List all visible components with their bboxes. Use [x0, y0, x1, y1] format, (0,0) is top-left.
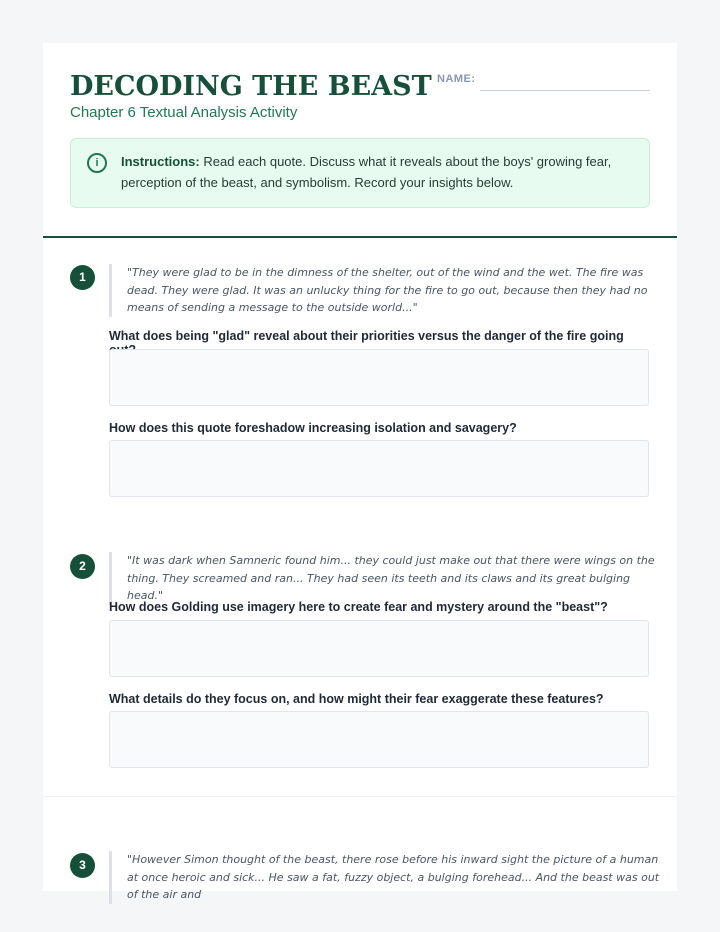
page-subtitle: Chapter 6 Textual Analysis Activity — [70, 104, 298, 121]
info-icon: i — [87, 153, 107, 173]
quote-block: "They were glad to be in the dimness of the shelter, out of the wind and the wet. The fire was dead. They were glad. It was an unlucky thing for the fire to go out, because then they had no means of sending a message to the outside world..." — [109, 264, 667, 317]
worksheet-page — [43, 43, 677, 901]
answer-box[interactable] — [109, 349, 649, 406]
answer-box[interactable] — [109, 711, 649, 768]
question-label: What details do they focus on, and how might their fear exaggerate these features? — [109, 692, 604, 706]
question-label: How does this quote foreshadow increasing isolation and savagery? — [109, 421, 517, 435]
quote-block: "It was dark when Samneric found him... they could just make out that there were wings on the thing. They screamed and ran... They had seen its teeth and its claws and its great bulging head." — [109, 552, 667, 605]
question-label: What does being "glad" reveal about their priorities versus the danger of the fire going — [109, 329, 624, 343]
section-number-badge: 1 — [70, 265, 95, 290]
instructions-box — [70, 138, 650, 208]
section-number-badge: 3 — [70, 853, 95, 878]
header-divider — [43, 236, 677, 238]
answer-box[interactable] — [109, 620, 649, 677]
page-title: DECODING THE BEAST — [70, 71, 432, 102]
name-field[interactable] — [480, 90, 650, 91]
section-number-badge: 2 — [70, 554, 95, 579]
question-label: How does Golding use imagery here to create fear and mystery around the "beast"? — [109, 600, 608, 614]
answer-box[interactable] — [109, 440, 649, 497]
instructions-body: Read each quote. Discuss what it reveals about the boys' growing fear, perception of the beast, and symbolism. Record your insights below. — [121, 154, 612, 190]
name-label: NAME: — [437, 73, 476, 85]
quote-block: "However Simon thought of the beast, there rose before his inward sight the picture of a human at once heroic and sick... He saw a fat, fuzzy object, a bulging forehead... And the beast was out of the air and — [109, 851, 667, 904]
instructions-label: Instructions: — [121, 154, 200, 169]
section-divider — [43, 796, 677, 797]
instructions-text — [121, 151, 631, 193]
